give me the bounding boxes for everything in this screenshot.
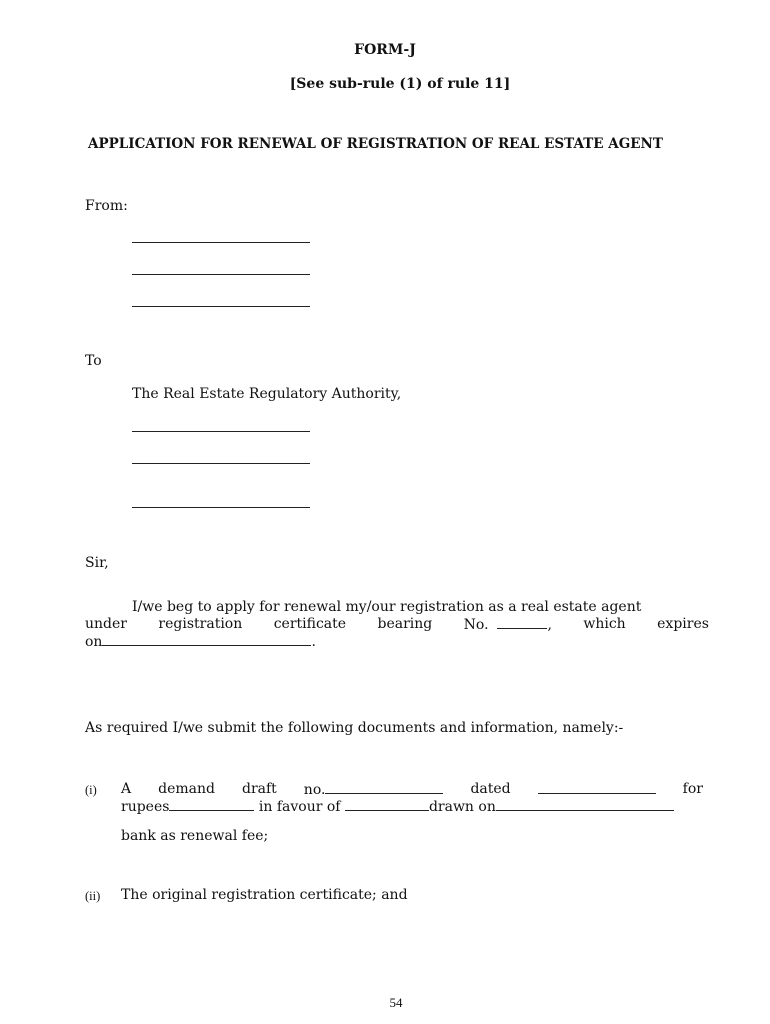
period: .: [311, 634, 316, 650]
word: bearing: [377, 616, 433, 632]
documents-intro: As required I/we submit the following documents and information, namely:-: [85, 720, 624, 736]
to-line-3: [132, 507, 310, 508]
to-line-2: [132, 463, 310, 464]
favour-blank: [345, 798, 429, 811]
from-line-3: [132, 306, 310, 307]
body-line-3: [85, 633, 316, 650]
draft-date-blank: [538, 781, 656, 794]
draft-no-blank: [325, 781, 443, 794]
word: no.: [303, 782, 326, 798]
word: registration: [158, 616, 243, 632]
item-number: (ii): [85, 889, 101, 903]
page-number: 54: [389, 995, 403, 1010]
word: dated: [470, 781, 511, 797]
word: certificate: [273, 616, 347, 632]
item-ii-text: The original registration certificate; and: [121, 887, 408, 903]
word: demand: [158, 781, 215, 797]
expiry-date-blank: [102, 633, 311, 646]
rupees-label: rupees: [121, 799, 170, 815]
word: under: [85, 616, 127, 632]
body-line-2: [85, 616, 709, 633]
authority-name: The Real Estate Regulatory Authority,: [132, 386, 402, 402]
cert-no-group: [464, 616, 552, 633]
from-label: From:: [85, 198, 128, 214]
item-i-line-1: [121, 781, 703, 798]
on-label: on: [85, 634, 103, 650]
comma: ,: [547, 617, 552, 633]
word: A: [121, 781, 132, 797]
item-i-line-2: [121, 798, 674, 815]
word: which: [583, 616, 626, 632]
item-i-line-3: bank as renewal fee;: [121, 828, 269, 844]
cert-no-blank: [497, 616, 547, 629]
item-number: (i): [85, 783, 97, 797]
from-line-1: [132, 242, 310, 243]
amount-blank: [169, 798, 254, 811]
bank-blank: [496, 798, 674, 811]
favour-label: in favour of: [258, 799, 341, 815]
dd-no-group: [304, 781, 444, 798]
drawn-label: drawn on: [428, 799, 496, 815]
form-title: FORM-J: [354, 42, 416, 58]
body-line-1: I/we beg to apply for renewal my/our registration as a real estate agent: [132, 599, 642, 615]
salutation: Sir,: [85, 555, 109, 571]
word: draft: [241, 781, 277, 797]
word: expires: [657, 616, 709, 632]
from-line-2: [132, 274, 310, 275]
rule-reference: [See sub-rule (1) of rule 11]: [289, 76, 511, 92]
main-title: APPLICATION FOR RENEWAL OF REGISTRATION OF REAL ESTATE AGENT: [88, 136, 663, 152]
word: No.: [463, 617, 489, 633]
to-line-1: [132, 431, 310, 432]
word: for: [682, 781, 703, 797]
to-label: To: [85, 353, 102, 369]
